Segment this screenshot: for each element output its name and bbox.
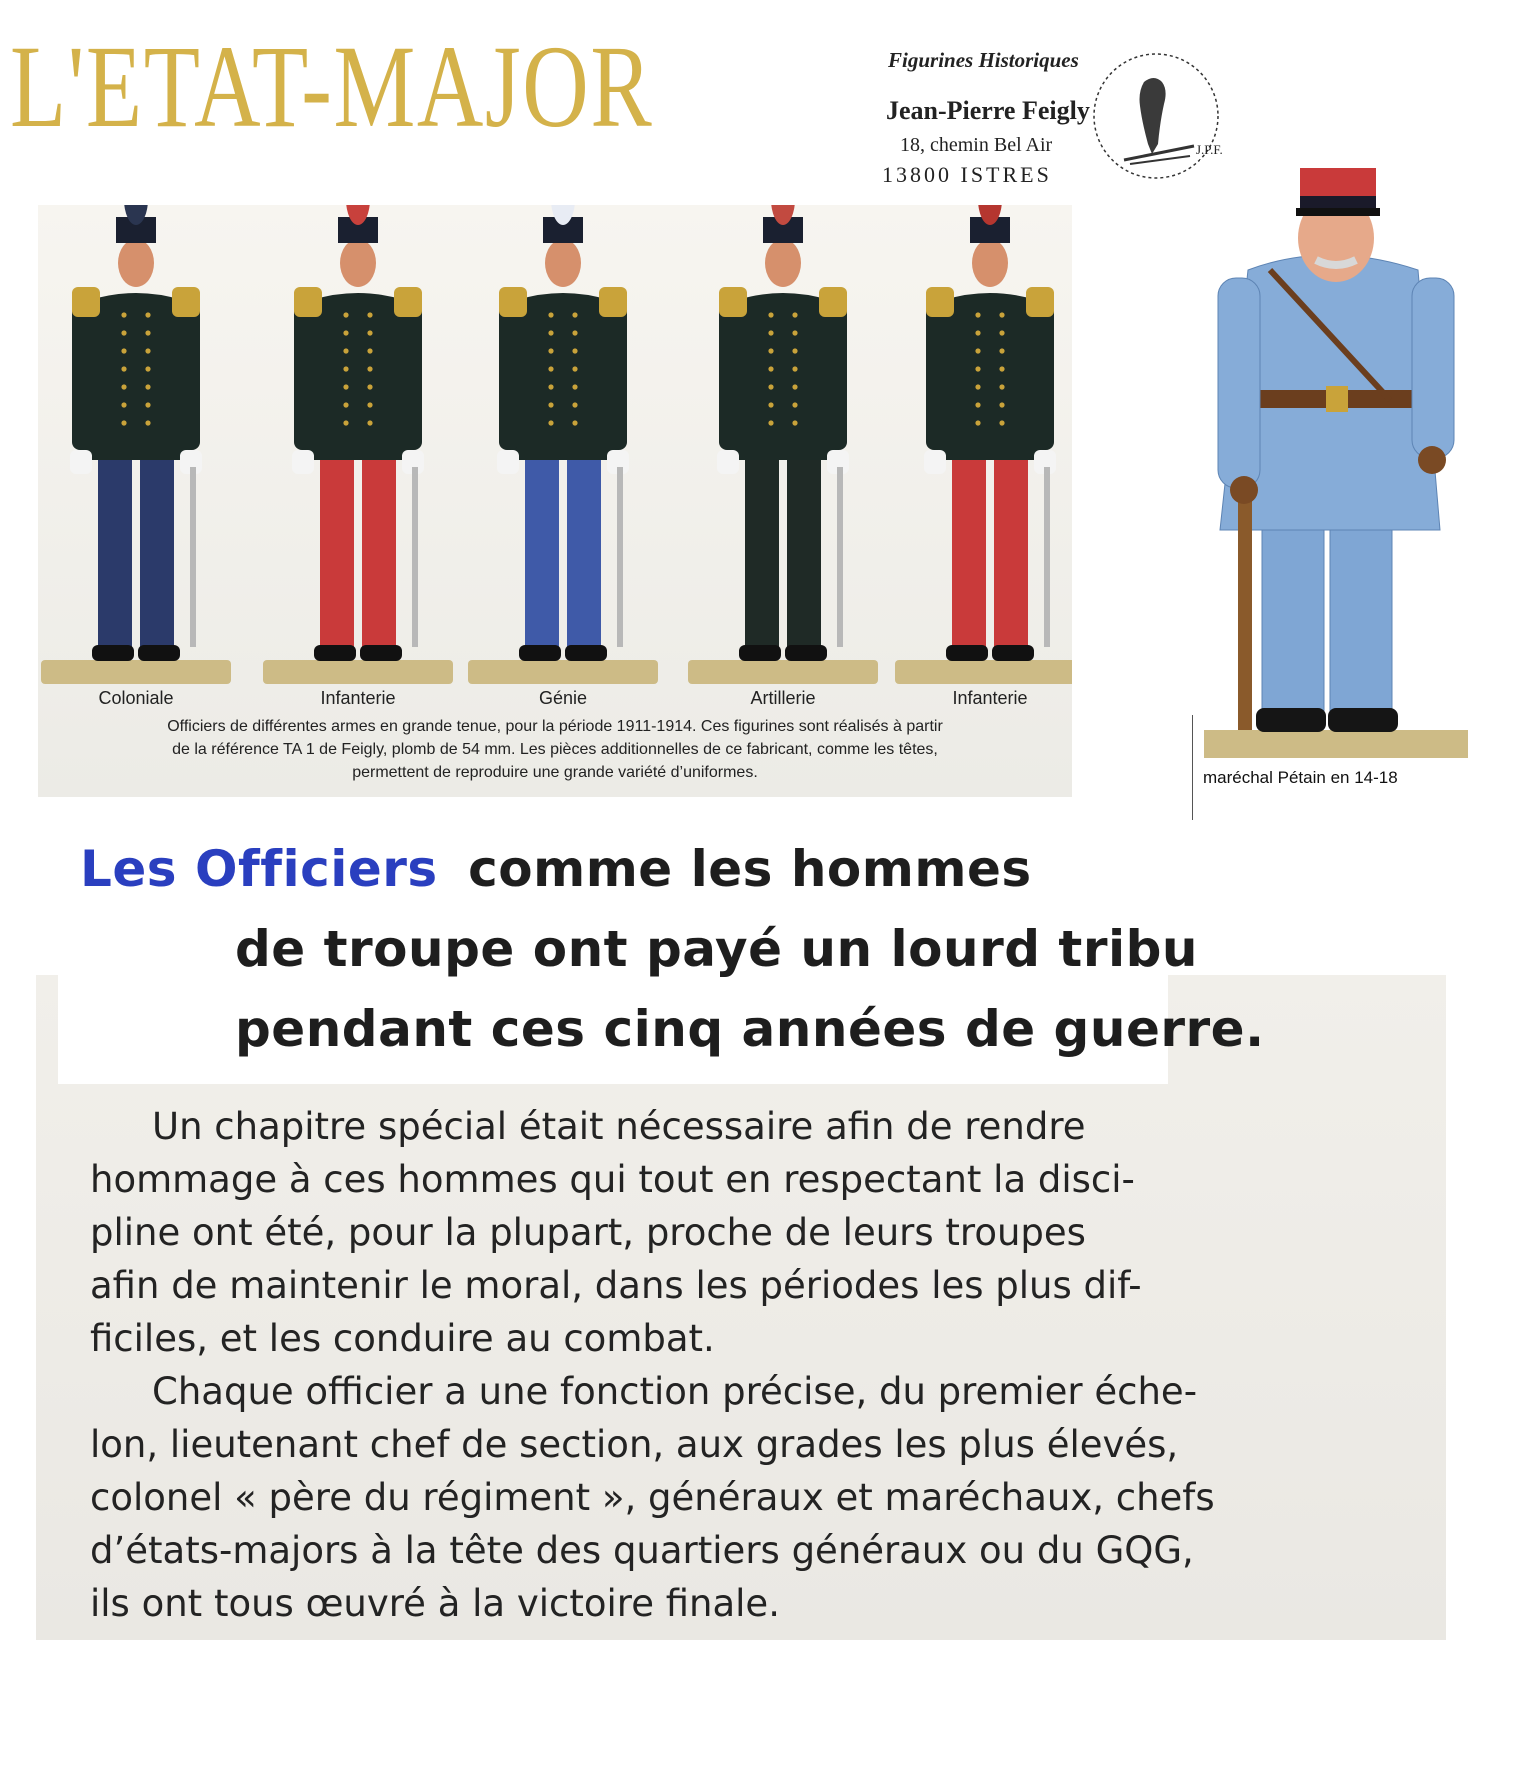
stamp-initials: J.P.F. xyxy=(1196,142,1223,157)
page-title: L'ETAT-MAJOR xyxy=(10,21,654,152)
officer-figures-image xyxy=(38,205,1072,695)
heading-line-2: de troupe ont payé un lourd tribu xyxy=(235,920,1199,978)
photo-caption-line-3: permettent de reproduire une grande variété d’uniformes. xyxy=(352,764,758,781)
officer-figure xyxy=(688,205,878,684)
figure-label-5: Infanterie xyxy=(952,688,1028,708)
heading-line-1 xyxy=(80,840,1032,898)
stamp-address: 18, chemin Bel Air xyxy=(900,134,1053,156)
article-line: colonel « père du régiment », généraux et maréchaux, chefs xyxy=(90,1476,1215,1519)
article-line: lon, lieutenant chef de section, aux grades les plus élevés, xyxy=(90,1423,1179,1466)
article-line: pline ont été, pour la plupart, proche de leurs troupes xyxy=(90,1211,1086,1254)
article-line: d’états-majors à la tête des quartiers généraux ou du GQG, xyxy=(90,1529,1194,1572)
article-line: afin de maintenir le moral, dans les périodes les plus dif- xyxy=(90,1264,1142,1307)
article-body xyxy=(90,1100,1380,1630)
article-line: Chaque officier a une fonction précise, du premier éche- xyxy=(152,1370,1198,1413)
photo-caption-line-1: Officiers de différentes armes en grande tenue, pour la période 1911-1914. Ces figurines sont réalisés à partir xyxy=(167,718,943,735)
stamp-city: 13800 ISTRES xyxy=(882,162,1052,187)
figure-label-1: Coloniale xyxy=(98,688,174,708)
figure-label-3: Génie xyxy=(538,688,588,708)
maker-stamp xyxy=(872,38,1242,198)
photo-caption xyxy=(38,715,1072,784)
heading-highlight: Les Officiers xyxy=(80,840,438,898)
heading-line-1-rest: comme les hommes xyxy=(468,840,1032,898)
stamp-maker-name: Jean-Pierre Feigly xyxy=(886,96,1090,125)
article-line: hommage à ces hommes qui tout en respectant la disci- xyxy=(90,1158,1135,1201)
article-line: Un chapitre spécial était nécessaire afin de rendre xyxy=(152,1105,1086,1148)
photo-caption-line-2: de la référence TA 1 de Feigly, plomb de 54 mm. Les pièces additionnelles de ce fabricant, comme les têtes, xyxy=(172,741,938,758)
article-line: ils ont tous œuvré à la victoire finale. xyxy=(90,1582,780,1625)
stamp-line-1: Figurines Historiques xyxy=(888,48,1079,72)
divider-line xyxy=(1192,715,1193,820)
officer-figure xyxy=(895,205,1072,684)
figure-label-4: Artillerie xyxy=(750,688,816,708)
petain-figure-image xyxy=(1200,160,1472,760)
petain-caption: maréchal Pétain en 14-18 xyxy=(1203,768,1398,787)
officer-figure xyxy=(468,205,658,684)
heading-line-3: pendant ces cinq années de guerre. xyxy=(235,1000,1265,1058)
article-line: ficiles, et les conduire au combat. xyxy=(90,1317,715,1360)
officer-figure xyxy=(263,205,453,684)
officer-figure xyxy=(41,205,231,684)
figures-photo xyxy=(38,205,1072,797)
figure-label-2: Infanterie xyxy=(320,688,396,708)
